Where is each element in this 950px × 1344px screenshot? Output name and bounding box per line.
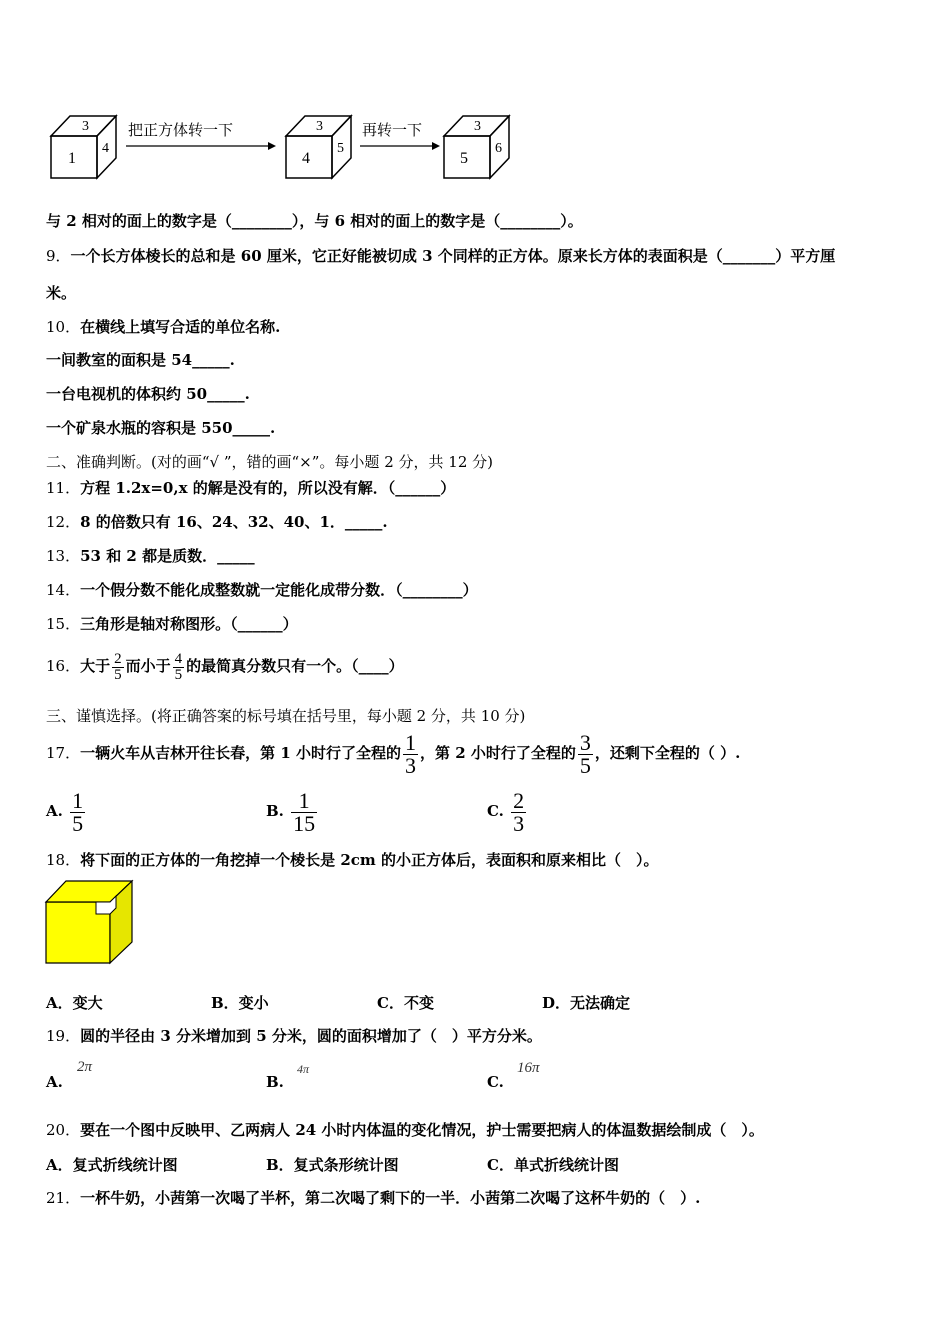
q17-f1-numerator: 1: [404, 729, 416, 755]
q20-number: 20．: [46, 1121, 81, 1139]
q19: [46, 1026, 542, 1046]
q17-option-b-label: B.: [266, 802, 284, 820]
q19-option-c[interactable]: C.: [487, 1073, 504, 1091]
cube2-side: 5: [337, 141, 344, 156]
q18-text: 将下面的正方体的一角挖掉一个棱长是 2cm 的小正方体后，表面积和原来相比（ ）。: [80, 851, 659, 869]
q17-option-a-label: A.: [46, 802, 63, 820]
q16-f1-numerator: 2: [114, 650, 122, 667]
section-3-heading: 三、谨慎选择。(将正确答案的标号填在括号里，每小题 2 分，共 10 分): [46, 707, 526, 725]
q14-text: 一个假分数不能化成整数就一定能化成带分数．（________）: [80, 581, 478, 599]
q16-pre: 大于: [80, 657, 111, 675]
q17-a-denominator: 5: [72, 810, 84, 836]
cube1-front: 1: [68, 150, 76, 167]
q8-continuation: 与 2 相对的面上的数字是（________），与 6 相对的面上的数字是（________）。: [46, 212, 583, 230]
cube3-front: 5: [460, 150, 468, 167]
q16-fraction-2: [173, 652, 185, 683]
q17-option-c[interactable]: [487, 786, 528, 836]
q11-number: 11．: [46, 479, 81, 497]
q20-text: 要在一个图中反映甲、乙两病人 24 小时内体温的变化情况，护士需要把病人的体温数据绘制成（ ）。: [80, 1121, 764, 1139]
q17-option-c-label: C.: [487, 802, 504, 820]
yellow-cube-figure: [44, 878, 136, 966]
cube-rotation-figure: [46, 108, 526, 184]
q14-number: 14．: [46, 581, 81, 599]
q17-fraction-2: [578, 729, 593, 778]
q19-number: 19．: [46, 1027, 81, 1045]
q18-option-b[interactable]: B．变小: [211, 994, 269, 1012]
q10: [46, 317, 280, 337]
q17-a-numerator: 1: [72, 787, 84, 813]
q19-option-b-value: 4π: [297, 1062, 310, 1076]
q20: [46, 1120, 764, 1140]
q16-mid: 而小于: [125, 657, 171, 675]
q14: [46, 580, 478, 600]
q16-post: 的最简真分数只有一个。（____）: [186, 657, 404, 675]
q15-number: 15．: [46, 615, 81, 633]
q17-fraction-1: [403, 729, 418, 778]
q16-number: 16．: [46, 657, 81, 675]
q10-number: 10．: [46, 318, 81, 336]
q15-text: 三角形是轴对称图形。（______）: [80, 615, 298, 633]
cube1-top: 3: [82, 119, 89, 134]
q17-f1-denominator: 3: [404, 752, 416, 778]
q21-number: 21．: [46, 1189, 81, 1207]
q9-text: 一个长方体棱长的总和是 60 厘米，它正好能被切成 3 个同样的正方体。原来长方体的表面积是（_______）平方厘: [70, 247, 836, 265]
cube3-side: 6: [495, 141, 502, 156]
q18: [46, 850, 658, 870]
q11-text: 方程 1.2x=0,x 的解是没有的，所以没有解．（______）: [80, 479, 456, 497]
q17-b-numerator: 1: [298, 787, 310, 813]
q17-pre: 一辆火车从吉林开往长春，第 1 小时行了全程的: [80, 744, 401, 762]
q17-f2-denominator: 5: [579, 752, 591, 778]
q16-fraction-1: [112, 652, 124, 683]
arrow1-label: 把正方体转一下: [128, 123, 234, 139]
q17: [46, 728, 740, 778]
arrow2-label: 再转一下: [362, 123, 423, 139]
q9-continuation: 米。: [46, 284, 77, 302]
q9: [46, 246, 835, 266]
q10-item-a: 一间教室的面积是 54_____.: [46, 351, 235, 369]
q10-item-b: 一台电视机的体积约 50_____.: [46, 385, 250, 403]
q17-c-numerator: 2: [513, 787, 525, 813]
cube3-top: 3: [474, 119, 481, 134]
q18-number: 18．: [46, 851, 81, 869]
q17-number: 17．: [46, 744, 81, 762]
q17-post: ，还剩下全程的（ ）.: [594, 744, 741, 762]
cube2-front: 4: [302, 150, 310, 167]
q17-f2-numerator: 3: [579, 729, 591, 755]
q18-option-d[interactable]: D．无法确定: [542, 994, 631, 1012]
q10-item-c: 一个矿泉水瓶的容积是 550_____.: [46, 419, 276, 437]
arrow2-head: [432, 142, 440, 150]
q17-option-a[interactable]: [46, 786, 87, 836]
q11: [46, 478, 455, 498]
arrow1-head: [268, 142, 276, 150]
q17-c-denominator: 3: [513, 810, 525, 836]
q17-option-c-fraction: [511, 787, 526, 836]
section-2-heading: 二、准确判断。(对的画“√ ”，错的画“×”。每小题 2 分，共 12 分): [46, 453, 493, 471]
q17-b-denominator: 15: [293, 810, 316, 836]
q12: [46, 512, 388, 532]
q16: [46, 644, 404, 688]
q12-number: 12．: [46, 513, 81, 531]
q19-option-b[interactable]: B.: [266, 1073, 284, 1091]
cube2-top: 3: [316, 119, 323, 134]
q16-f2-denominator: 5: [174, 666, 183, 683]
q13-number: 13．: [46, 547, 81, 565]
cube1-side: 4: [102, 141, 109, 156]
q18-option-c[interactable]: C．不变: [377, 994, 434, 1012]
q13: [46, 546, 255, 566]
q21-text: 一杯牛奶，小茜第一次喝了半杯，第二次喝了剩下的一半．小茜第二次喝了这杯牛奶的（ ）.: [80, 1189, 701, 1207]
q17-mid: ，第 2 小时行了全程的: [419, 744, 576, 762]
q16-f2-numerator: 4: [174, 650, 183, 667]
q10-text: 在横线上填写合适的单位名称.: [80, 318, 281, 336]
q20-option-b[interactable]: B．复式条形统计图: [266, 1156, 399, 1174]
q17-option-a-fraction: [70, 787, 85, 836]
q19-text: 圆的半径由 3 分米增加到 5 分米，圆的面积增加了（ ）平方分米。: [80, 1027, 542, 1045]
q16-f1-denominator: 5: [114, 666, 122, 683]
q17-option-b-fraction: [291, 787, 317, 836]
q20-option-a[interactable]: A．复式折线统计图: [46, 1156, 178, 1174]
q15: [46, 614, 298, 634]
q18-option-a[interactable]: A．变大: [46, 994, 103, 1012]
q13-text: 53 和 2 都是质数．_____: [80, 547, 255, 565]
q20-option-c[interactable]: C．单式折线统计图: [487, 1156, 619, 1174]
q12-text: 8 的倍数只有 16、24、32、40、1．_____.: [80, 513, 388, 531]
q19-option-a[interactable]: A.: [46, 1073, 63, 1091]
q17-option-b[interactable]: [266, 786, 319, 836]
q9-number: 9．: [46, 247, 71, 265]
q21: [46, 1188, 700, 1208]
q19-option-a-value: 2π: [77, 1059, 93, 1075]
q19-option-c-value: 16π: [517, 1060, 540, 1076]
